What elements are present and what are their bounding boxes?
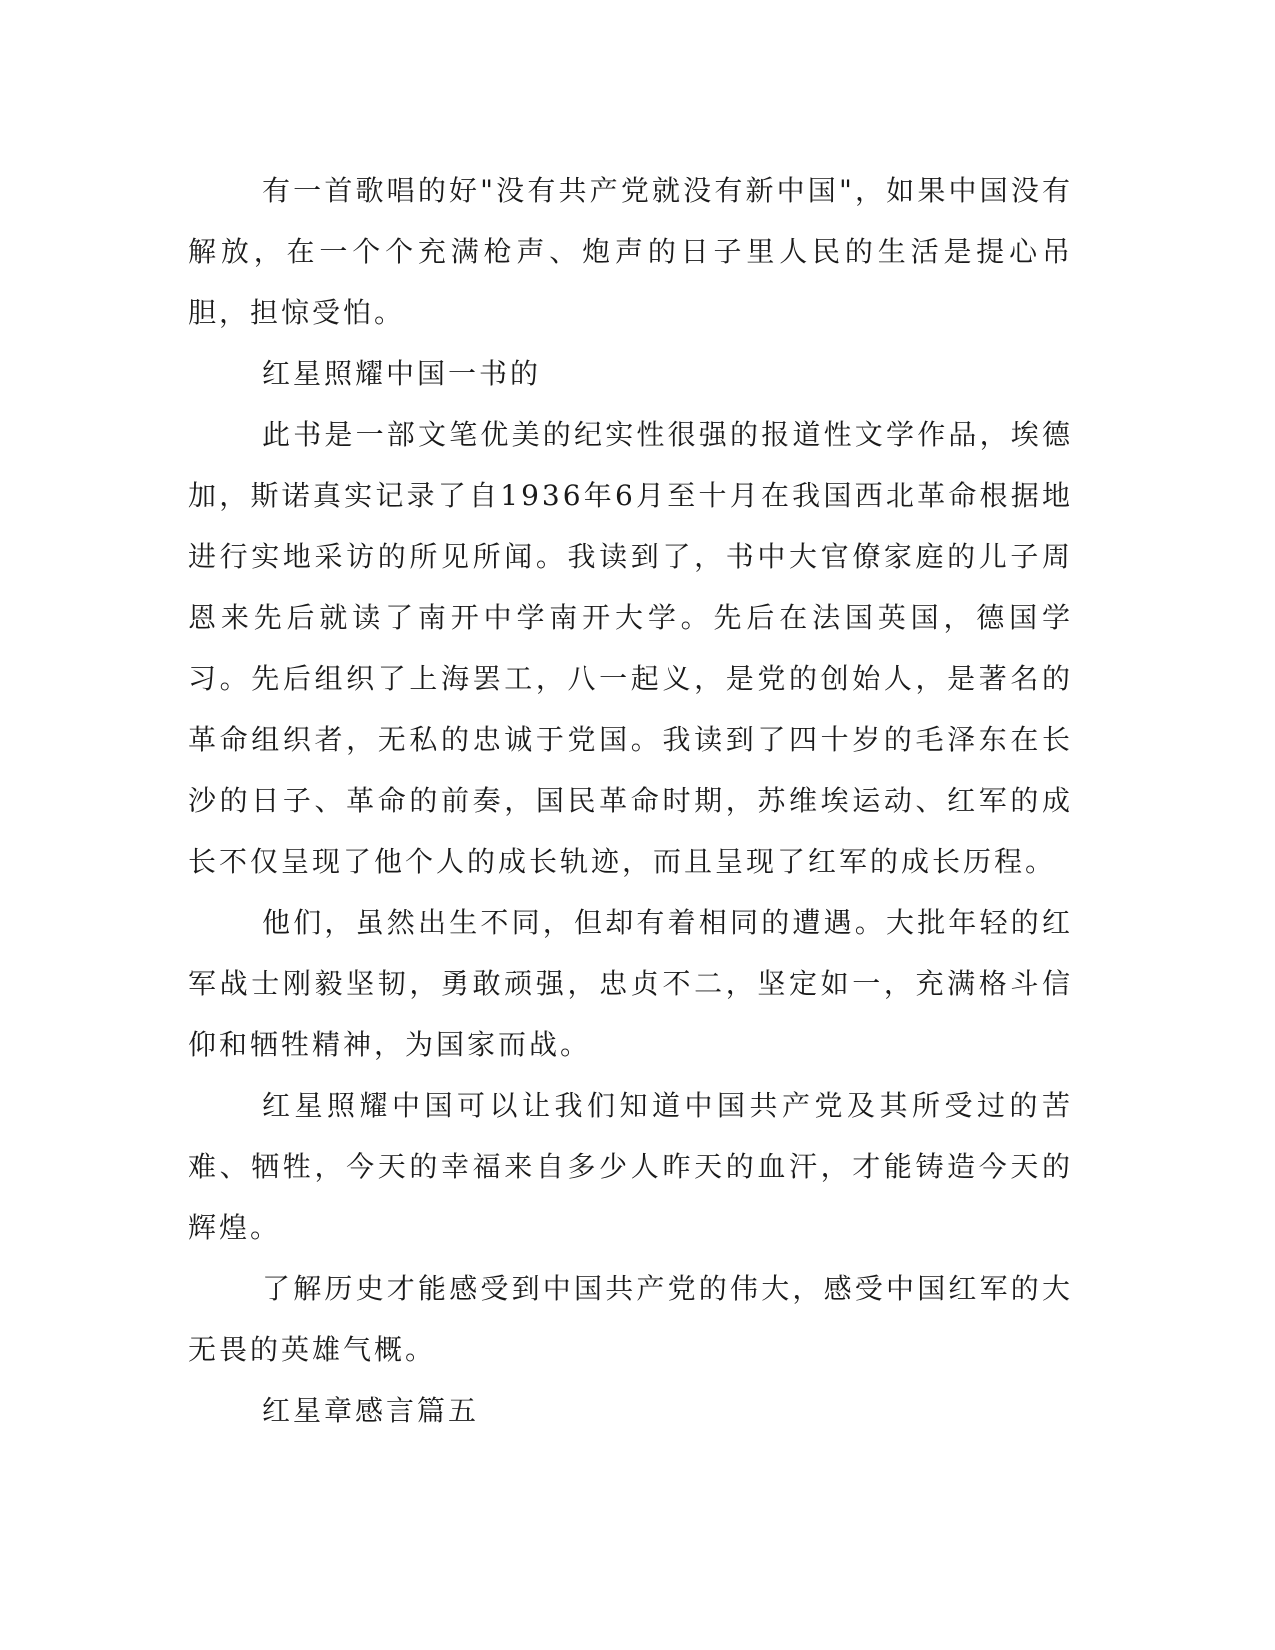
paragraph-soldiers: 他们，虽然出生不同，但却有着相同的遭遇。大批年轻的红军战士刚毅坚韧，勇敢顽强，忠贞不二，坚定如一，充满格斗信仰和牺牲精神，为国家而战。 [188,906,1073,1061]
paragraph-sacrifice: 红星照耀中国可以让我们知道中国共产党及其所受过的苦难、牺牲，今天的幸福来自多少人昨天的血汗，才能铸造今天的辉煌。 [188,1089,1073,1244]
paragraph-intro: 有一首歌唱的好"没有共产党就没有新中国"，如果中国没有解放，在一个个充满枪声、炮声的日子里人民的生活是提心吊胆，担惊受怕。 [188,174,1073,329]
paragraph-section-title: 红星章感言篇五 [262,1394,480,1427]
paragraph-heading-book: 红星照耀中国一书的 [262,357,542,390]
paragraph-book-summary: 此书是一部文笔优美的纪实性很强的报道性文学作品，埃德加，斯诺真实记录了自1936年6月至十月在我国西北革命根据地进行实地采访的所见所闻。我读到了，书中大官僚家庭的儿子周恩来先后就读了南开中学南开大学。先后在法国英国，德国学习。先后组织了上海罢工，八一起义，是党的创始人，是著名的革命组织者，无私的忠诚于党国。我读到了四十岁的毛泽东在长沙的日子、革命的前奏，国民革命时期，苏维埃运动、红军的成长不仅呈现了他个人的成长轨迹，而且呈现了红军的成长历程。 [188,418,1073,878]
document-body [188,160,1073,1441]
paragraph-history: 了解历史才能感受到中国共产党的伟大，感受中国红军的大无畏的英雄气概。 [188,1272,1073,1366]
